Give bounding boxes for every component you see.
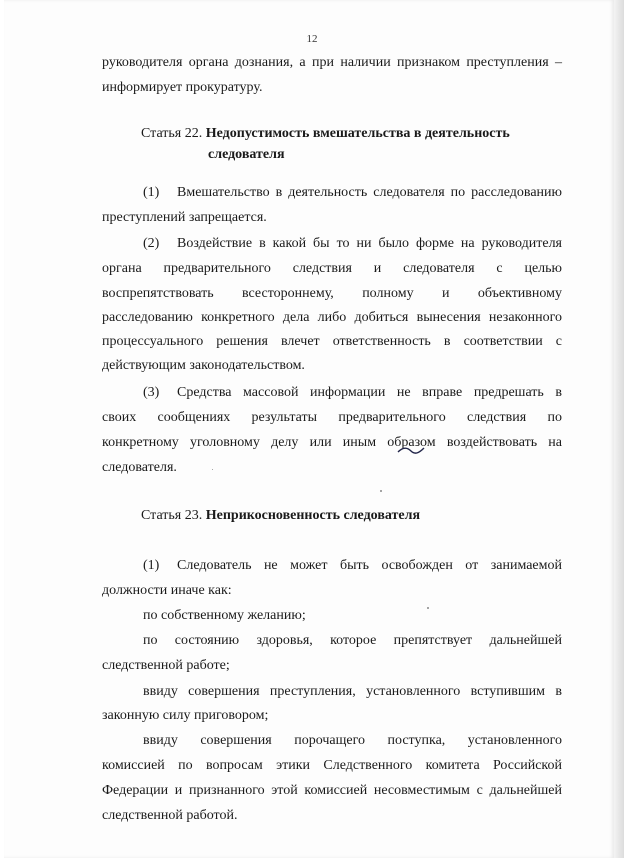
a23-item-3-line-2: законную силу приговором; (102, 708, 269, 723)
pen-stroke-mark (397, 446, 425, 454)
article-22-prefix: Статья 22. (141, 126, 203, 141)
article-22-heading (141, 126, 510, 142)
a23-item-2-line-1: по состоянию здоровья, которое препятствует дальнейшей (143, 633, 562, 648)
a23-item-1: по собственному желанию; (143, 608, 306, 623)
page-number: 12 (306, 33, 318, 45)
a23-item-2-line-2: следственной работе; (102, 658, 230, 673)
a22-p3-number: (3) (143, 385, 160, 400)
a22-p2-number: (2) (143, 236, 160, 251)
article-22-title-line-2-row (208, 147, 285, 163)
article-22-title-line-2: следователя (208, 147, 285, 162)
a22-p2-line-4: расследованию конкретного дела либо добиться вынесения незаконного (102, 310, 562, 325)
page-edge (614, 0, 624, 858)
a22-p1-line-1: Вмешательство в деятельность следователя по расследованию (177, 185, 562, 200)
a23-item-4-line-2: комиссией по вопросам этики Следственного комитета Российской (102, 758, 562, 773)
a22-p3-line-3: конкретному уголовному делу или иным образом воздействовать на (102, 435, 562, 450)
article-23-prefix: Статья 23. (141, 508, 203, 523)
a22-p2-line-2: органа предварительного следствия и следователя с целью (102, 261, 562, 276)
a23-item-4-line-1: ввиду совершения порочащего поступка, установленного (143, 733, 562, 748)
scan-speck (380, 490, 382, 492)
scan-speck (212, 469, 213, 470)
a23-p1-line-2: должности иначе как: (102, 583, 232, 598)
a23-item-3-line-1: ввиду совершения преступления, установленного вступившим в (143, 684, 562, 699)
a23-item-4-line-3: Федерации и признанного этой комиссией несовместимым с дальнейшей (102, 783, 562, 798)
article-23-title: Неприкосновенность следователя (205, 508, 421, 523)
a22-p3-line-4: следователя. (102, 460, 177, 475)
scan-speck (427, 607, 429, 609)
article-23-heading (141, 508, 420, 524)
intro-line-1: руководителя органа дознания, а при наличии признаком преступления – (102, 55, 562, 70)
a23-p1-number: (1) (143, 558, 160, 573)
a22-p3-line-2: своих сообщениях результаты предварительного следствия по (102, 410, 562, 425)
a22-p3-line-1: Средства массовой информации не вправе предрешать в (177, 385, 562, 400)
a22-p2-line-5: процессуального решения влечет ответственность в соответствии с (102, 334, 562, 349)
a23-p1-line-1: Следователь не может быть освобожден от занимаемой (177, 558, 562, 573)
intro-line-2: информирует прокуратуру. (102, 80, 263, 95)
a22-p2-line-3: воспрепятствовать всестороннему, полному и объективному (102, 286, 562, 301)
article-22-title-line-1: Недопустимость вмешательства в деятельность (205, 126, 510, 141)
a22-p1-number: (1) (143, 185, 160, 200)
a22-p2-line-6: действующим законодательством. (102, 358, 305, 373)
a23-item-4-line-4: следственной работой. (102, 808, 238, 823)
a22-p2-line-1: Воздействие в какой бы то ни было форме на руководителя (177, 236, 562, 251)
a22-p1-line-2: преступлений запрещается. (102, 210, 267, 225)
